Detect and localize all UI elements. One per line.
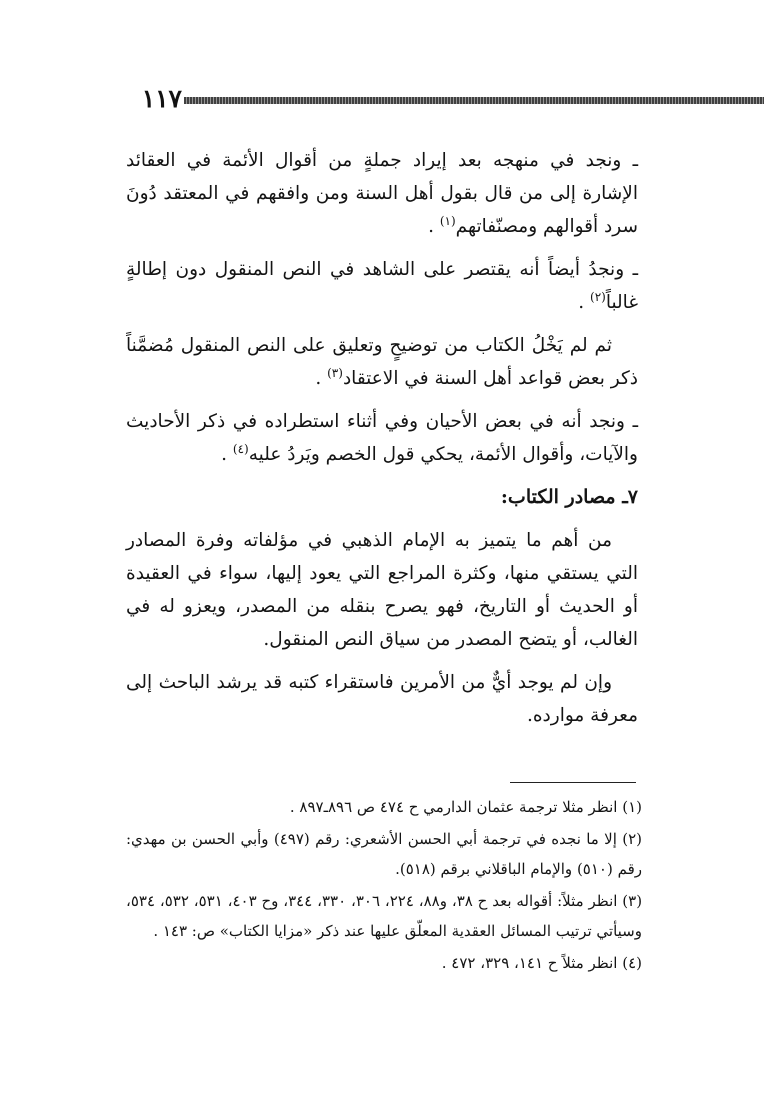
- paragraph-2: ـ ونجدُ أيضاً أنه يقتصر على الشاهد في النص المنقول دون إطالةٍ غالباً$^{(٢)}$ .: [126, 259, 638, 313]
- footnote-3: (٣) انظر مثلاً: أقواله بعد ح ٣٨، و٨٨، ٢٢٤، ٣٠٦، ٣٣٠، ٣٤٤، وح ٤٠٣، ٥٣١، ٥٣٢، ٥٣٤، وسيأتي ترتيب المسائل العقدية المعلّق عليها عند ذكر «مزايا الكتاب» ص: ١٤٣ .: [126, 892, 643, 940]
- paragraph-3: ثم لم يَخْلُ الكتاب من توضيحٍ وتعليق على النص المنقول مُضمَّناً ذكر بعض قواعد أهل السنة في الاعتقاد$^{(٣)}$ .: [126, 335, 638, 389]
- footnote-separator: [510, 782, 636, 783]
- paragraph-4-text: ـ ونجد أنه في بعض الأحيان وفي أثناء استطراده في ذكر الأحاديث والآيات، وأقوال الأئمة، يحكي قول الخصم ويَردُ عليه: [126, 411, 638, 465]
- section-heading: ٧ـ مصادر الكتاب:: [500, 486, 638, 508]
- footnote-1: (١) انظر مثلا ترجمة عثمان الدارمي ح ٤٧٤ ص ٨٩٦ـ٨٩٧ .: [289, 798, 642, 816]
- paragraph-2-text: ـ ونجدُ أيضاً أنه يقتصر على الشاهد في النص المنقول دون إطالةٍ غالباً: [126, 259, 638, 313]
- paragraph-4: ـ ونجد أنه في بعض الأحيان وفي أثناء استطراده في ذكر الأحاديث والآيات، وأقوال الأئمة، يحكي قول الخصم ويَردُ عليه$^{(٤)}$ .: [126, 411, 638, 465]
- footnote-2: (٢) إلا ما نجده في ترجمة أبي الحسن الأشعري: رقم (٤٩٧) وأبي الحسن بن مهدي: رقم (٥١٠) والإمام الباقلاني برقم (٥١٨).: [126, 830, 642, 878]
- paragraph-3-text: ثم لم يَخْلُ الكتاب من توضيحٍ وتعليق على النص المنقول مُضمَّناً ذكر بعض قواعد أهل السنة في الاعتقاد: [126, 335, 638, 389]
- paragraph-6: وإن لم يوجد أيٌّ من الأمرين فاستقراء كتبه قد يرشد الباحث إلى معرفة موارده.: [126, 672, 638, 726]
- footnote-ref-2: (٢): [590, 289, 606, 304]
- header-rule: [184, 97, 764, 104]
- main-text: [126, 144, 638, 742]
- footnote-ref-1: (١): [439, 213, 456, 228]
- paragraph-5: من أهم ما يتميز به الإمام الذهبي في مؤلفاته وفرة المصادر التي يستقي منها، وكثرة المراجع التي يعود إليها، سواء في العقيدة أو الحديث أو التاريخ، فهو يصرح بنقله من المصدر، ويعزو له في الغالب، أو يتضح المصدر من سياق النص المنقول.: [126, 530, 638, 650]
- footnotes: [126, 792, 642, 980]
- footnote-4: (٤) انظر مثلاً ح ١٤١، ٣٢٩، ٤٧٢ .: [441, 954, 642, 972]
- page-header: [120, 84, 764, 120]
- page-number: ١١٧: [141, 84, 182, 113]
- paragraph-1-text: ـ ونجد في منهجه بعد إيراد جملةٍ من أقوال الأئمة في العقائد الإشارة إلى من قال بقول أهل السنة ومن وافقهم في المعتقد دُونَ سرد أقوالهم ومصنّفاتهم: [126, 150, 638, 237]
- footnote-ref-4: (٤): [232, 441, 249, 456]
- paragraph-1: ـ ونجد في منهجه بعد إيراد جملةٍ من أقوال الأئمة في العقائد الإشارة إلى من قال بقول أهل السنة ومن وافقهم في المعتقد دُونَ سرد أقوالهم ومصنّفاتهم$^{(١)}$ .: [126, 150, 638, 237]
- footnote-ref-3: (٣): [327, 365, 343, 380]
